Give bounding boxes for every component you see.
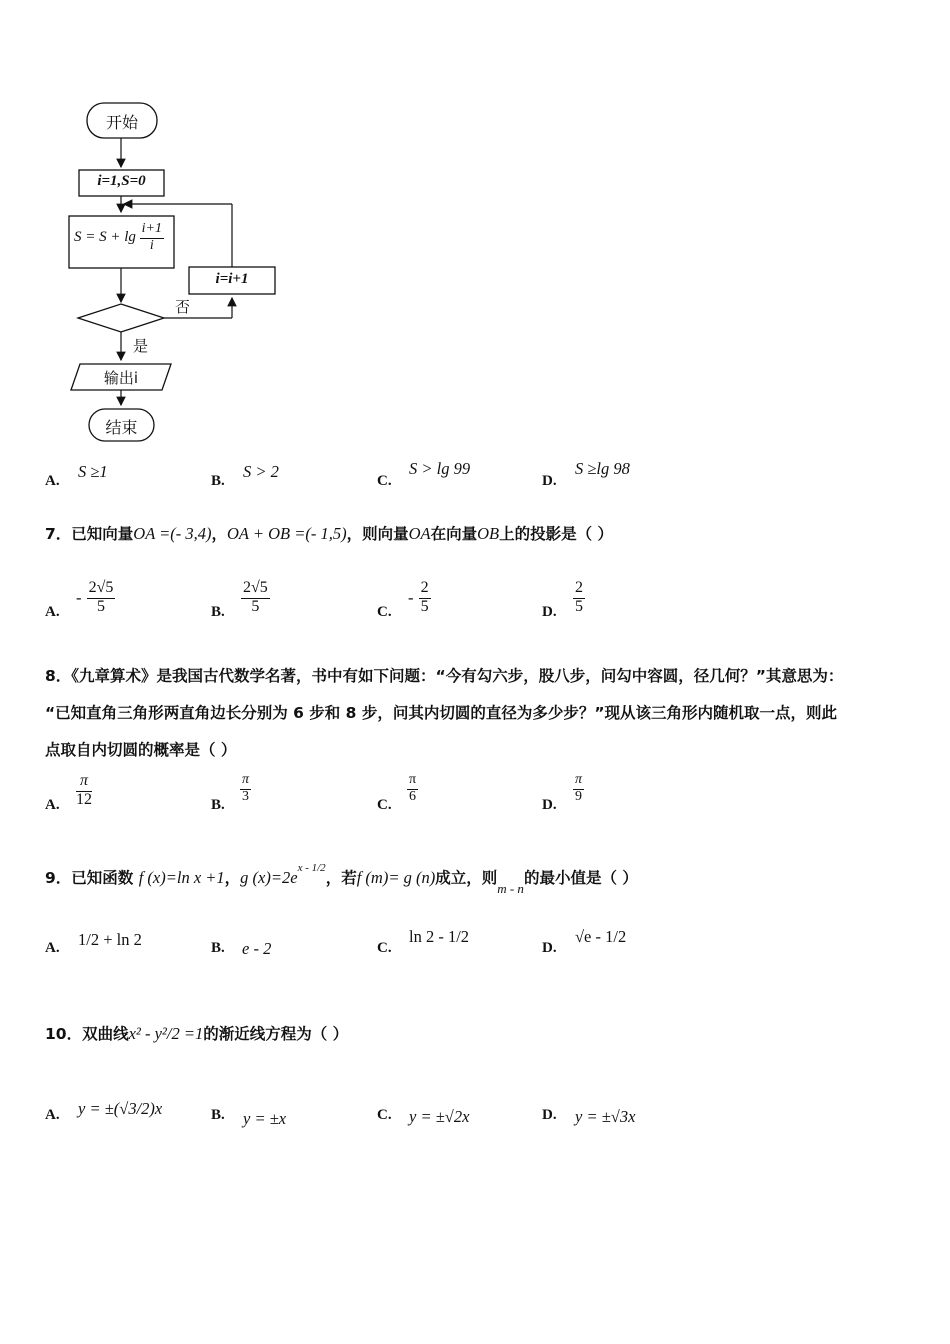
q8-a-num: π: [76, 773, 92, 792]
q10-option-a-text: y = ±(√3/2)x: [78, 1099, 163, 1118]
q10-tail: 的渐近线方程为（ ）: [203, 1025, 349, 1043]
q8-d-den: 9: [575, 788, 582, 804]
q10-option-c-text: y = ±√2x: [409, 1107, 470, 1126]
q8-b-fraction: [240, 773, 251, 804]
q6-option-d-text: S ≥lg 98: [575, 459, 630, 478]
q9-stem: [45, 861, 638, 897]
q7-option-b-value: [241, 580, 270, 616]
q10-stem: [45, 1022, 348, 1044]
q8-option-b-value: [240, 773, 251, 804]
q6-option-d-label: D.: [542, 473, 557, 489]
q7-number: 7．已知向量: [45, 525, 134, 543]
no-label: 否: [175, 298, 191, 316]
q6-option-b-text: S > 2: [243, 462, 279, 481]
q7-b-num: 2√5: [241, 580, 270, 599]
q7-expr1: OA =(- 3,4): [133, 524, 212, 543]
q8-option-c-label: C.: [377, 797, 392, 813]
q7-c-sign: -: [408, 587, 414, 607]
q6-option-c-text: S > lg 99: [409, 459, 471, 478]
q10-number: 10．双曲线: [45, 1025, 129, 1043]
q6-option-c-label: C.: [377, 473, 392, 489]
q7-tail: 上的投影是（ ）: [499, 525, 614, 543]
q7-c-den: 5: [420, 597, 429, 615]
q8-line-1: 8．《九章算术》是我国古代数学名著，书中有如下问题：“今有勾六步，股八步，问勾中容圆，径几何？”其意思为：: [45, 667, 844, 685]
q7-b-fraction: [241, 580, 270, 616]
q8-a-fraction: [76, 773, 92, 809]
q10-option-d-text: y = ±√3x: [575, 1107, 636, 1126]
increment-label: i=i+1: [215, 271, 249, 287]
q8-a-den: 12: [76, 790, 92, 808]
q7-option-d-value: [573, 580, 585, 616]
q7-mid2: 在向量: [430, 525, 478, 543]
q10-option-d-label: D.: [542, 1107, 557, 1123]
q9-option-c-text: ln 2 - 1/2: [409, 927, 470, 946]
q10-option-b-text: y = ±x: [243, 1109, 287, 1128]
q7-d-num: 2: [573, 580, 585, 599]
q8-line-2: “已知直角三角形两直角边长分别为 6 步和 8 步，问其内切圆的直径为多少步？”现从该三角形内随机取一点，则此: [45, 704, 838, 722]
q7-expr2: OA + OB =(- 1,5): [227, 524, 347, 543]
q8-d-fraction: [573, 773, 584, 804]
q8-b-num: π: [240, 773, 251, 790]
q7-b-den: 5: [251, 597, 260, 615]
q8-c-num: π: [407, 773, 418, 790]
q9-option-d-text: √e - 1/2: [575, 927, 627, 946]
q9-option-b-text: e - 2: [242, 939, 272, 958]
q8-line-3: 点取自内切圆的概率是（ ）: [45, 741, 237, 759]
q10-option-c-label: C.: [377, 1107, 392, 1123]
q7-stem: [45, 522, 613, 544]
q10-option-b-label: B.: [211, 1107, 225, 1123]
q9-option-a-text: 1/2 + ln 2: [78, 930, 142, 949]
q9-sep: ，: [224, 869, 241, 887]
q9-mid: ，若: [325, 869, 357, 887]
q10-option-a-label: A.: [45, 1107, 60, 1123]
q9-option-c-label: C.: [377, 940, 392, 956]
q7-a-den: 5: [96, 597, 105, 615]
q9-number: 9．已知函数: [45, 869, 134, 887]
q7-sep: ，: [211, 525, 228, 543]
decision-diamond: [78, 304, 164, 332]
q8-c-fraction: [407, 773, 418, 804]
q8-option-a-label: A.: [45, 797, 60, 813]
yes-label: 是: [133, 337, 149, 355]
q8-b-den: 3: [242, 788, 249, 804]
q9-g: g (x)=2e: [240, 868, 298, 887]
q8-option-b-label: B.: [211, 797, 225, 813]
q10-equation: x² - y²/2 =1: [128, 1024, 204, 1043]
q7-a-num: 2√5: [87, 580, 116, 599]
output-label: 输出i: [103, 369, 139, 387]
q9-option-b-label: B.: [211, 940, 225, 956]
q7-vec-oa: OA: [408, 524, 431, 543]
q7-d-den: 5: [575, 597, 583, 615]
process-formula: [74, 222, 164, 253]
q7-mid: ，则向量: [346, 525, 409, 543]
q8-option-d-label: D.: [542, 797, 557, 813]
q7-option-c-value: [408, 580, 431, 616]
q7-c-fraction: [419, 580, 431, 616]
q8-c-den: 6: [409, 788, 417, 804]
q7-option-a-value: [76, 580, 115, 616]
process-lhs: S = S + lg: [74, 229, 136, 246]
q9-option-d-label: D.: [542, 940, 557, 956]
q7-option-a-label: A.: [45, 604, 60, 620]
process-fraction: [140, 222, 164, 253]
q6-option-a-text: S ≥1: [78, 462, 108, 481]
process-den: i: [149, 237, 154, 253]
q9-f: f (x)=ln x +1: [138, 868, 225, 887]
q6-option-b-label: B.: [211, 473, 225, 489]
q8-option-d-value: [573, 773, 584, 804]
q7-a-sign: -: [76, 587, 82, 607]
q7-c-num: 2: [419, 580, 431, 599]
q9-option-a-label: A.: [45, 940, 60, 956]
q9-mid2: 成立，则: [435, 869, 498, 887]
q9-tail: 的最小值是（ ）: [523, 869, 638, 887]
end-label: 结束: [105, 418, 138, 437]
q9-g-exponent: x - 1/2: [297, 861, 326, 874]
q7-vec-ob: OB: [477, 524, 500, 543]
init-label: i=1,S=0: [97, 173, 146, 189]
q8-option-a-value: [76, 773, 92, 809]
q8-d-num: π: [573, 773, 584, 790]
q7-option-b-label: B.: [211, 604, 225, 620]
q9-cond: f (m)= g (n): [356, 868, 436, 887]
q7-option-c-label: C.: [377, 604, 392, 620]
start-label: 开始: [105, 113, 138, 132]
q7-option-d-label: D.: [542, 604, 557, 620]
q8-option-c-value: [407, 773, 418, 804]
q7-d-fraction: [573, 580, 585, 616]
q7-a-fraction: [87, 580, 116, 616]
q9-expr: m - n: [497, 881, 524, 897]
process-num: i+1: [140, 222, 164, 239]
q6-option-a-label: A.: [45, 473, 60, 489]
